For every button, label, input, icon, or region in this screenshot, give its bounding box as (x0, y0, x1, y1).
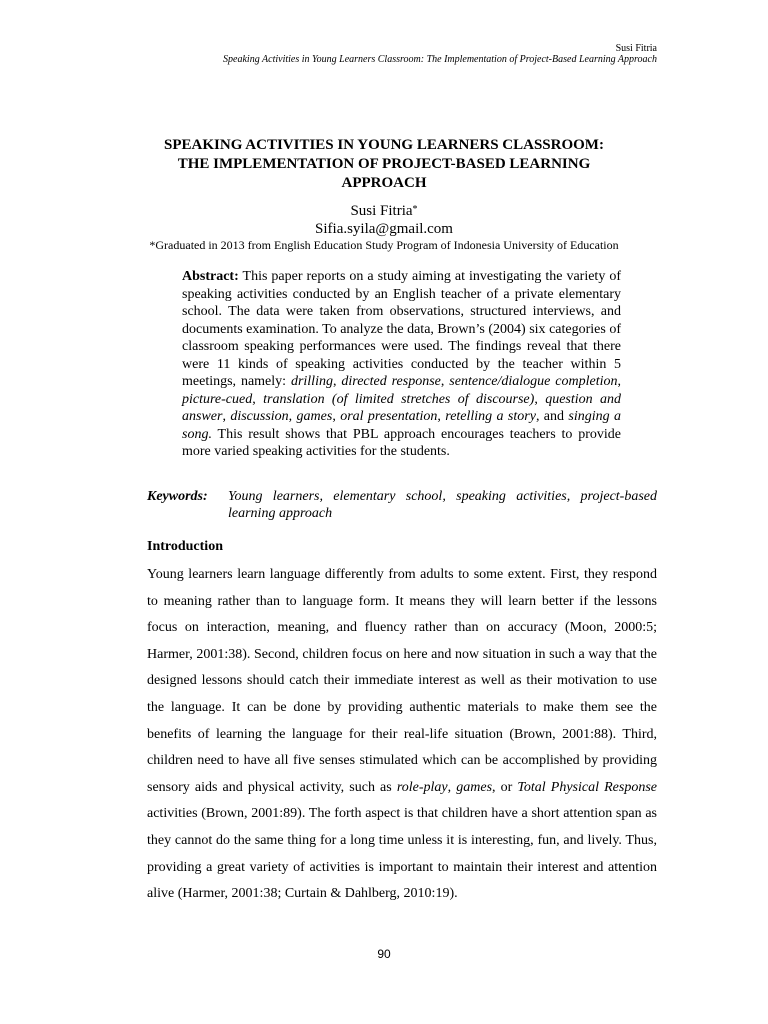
intro-emphasis: Total Physical Response (517, 779, 657, 795)
abstract-item: singing a song. (182, 409, 622, 442)
keywords-label: Keywords: (147, 489, 208, 504)
abstract-separator: , (534, 391, 546, 407)
intro-separator: , or (492, 779, 518, 795)
abstract-item: directed response (341, 374, 441, 389)
title-line-3: APPROACH (341, 175, 427, 191)
running-header-author: Susi Fitria (615, 43, 657, 54)
intro-emphasis: games (456, 779, 493, 795)
abstract-item: translation (of limited stretches of discourse) (263, 391, 535, 407)
author-footnote-marker: * (412, 204, 418, 215)
abstract-item: discussion (230, 409, 289, 424)
abstract-separator: , (222, 409, 231, 424)
introduction-paragraph (147, 562, 657, 908)
author-name (0, 203, 768, 220)
page-number: 90 (377, 947, 391, 961)
abstract-item: question and answer (182, 391, 621, 424)
intro-text-1: Young learners learn language differently from adults to some extent. First, they respond to meaning rather than to language form. It means they will learn better if the lessons focus on interaction, meaning, and fluency rather than on accuracy (Moon, 2000:5; Harmer, 2001:38). Second, children focus on here and now situation in such a way that the designed lessons should catch their immediate interest as well as their motivation to use the language. It can be done by providing authentic materials to make them see the benefits of learning the language for their real-life situation (Brown, 2001:88). Third, children need to have all five senses stimulated which can be accomplished by providing sensory aids and physical activity, such as (147, 567, 657, 795)
abstract-separator: , (617, 374, 621, 389)
author-affiliation: *Graduated in 2013 from English Education Study Program of Indonesia University of Education (149, 238, 619, 252)
abstract-separator: , (288, 409, 297, 424)
abstract-item: games (296, 409, 333, 424)
author-name-text: Susi Fitria (350, 203, 413, 219)
abstract-label: Abstract: (182, 269, 239, 284)
running-header-title: Speaking Activities in Young Learners Classroom: The Implementation of Project-Based Learning Approach (223, 54, 657, 65)
abstract-separator: , (437, 409, 446, 424)
title-line-1: SPEAKING ACTIVITIES IN YOUNG LEARNERS CLASSROOM: (164, 137, 604, 153)
keywords (147, 488, 657, 522)
abstract-item: picture-cued (182, 391, 253, 407)
abstract-text-2: This result shows that PBL approach encourages teachers to provide more varied speaking activities for the students. (182, 426, 621, 459)
paper-title (120, 136, 648, 193)
abstract-separator: , and (535, 409, 569, 424)
abstract-item: oral presentation (340, 409, 438, 424)
abstract-separator: , (332, 374, 342, 389)
abstract-item: drilling (290, 374, 333, 389)
abstract-separator: , (252, 391, 264, 407)
abstract-item: sentence/dialogue completion (449, 374, 618, 389)
keywords-text: Young learners, elementary school, speaking activities, project-based learning approach (228, 489, 657, 521)
intro-text-2: activities (Brown, 2001:89). The forth aspect is that children have a short attention span as they cannot do the same thing for a long time unless it is interesting, fun, and lively. Thus, providing a great variety of activities is important to maintain their interest and attention alive (Harmer, 2001:38; Curtain & Dahlberg, 2010:19). (147, 806, 657, 902)
abstract-item: retelling a story (445, 409, 536, 424)
abstract-separator: , (332, 409, 341, 424)
title-line-2: THE IMPLEMENTATION OF PROJECT-BASED LEARNING (177, 156, 591, 172)
abstract-separator: , (440, 374, 450, 389)
section-heading-introduction: Introduction (147, 539, 223, 554)
author-email: Sifia.syila@gmail.com (315, 221, 453, 237)
abstract (182, 268, 621, 461)
intro-emphasis: role-play (396, 779, 448, 795)
abstract-text-1: This paper reports on a study aiming at investigating the variety of speaking activities conducted by an English teacher of a private elementary school. The data were taken from observations, structured interviews, and documents examination. To analyze the data, Brown’s (2004) six categories of classroom speaking performances were used. The findings reveal that there were 11 kinds of speaking activities conducted by the teacher within 5 meetings, namely: (182, 269, 621, 389)
intro-separator: , (447, 779, 457, 795)
